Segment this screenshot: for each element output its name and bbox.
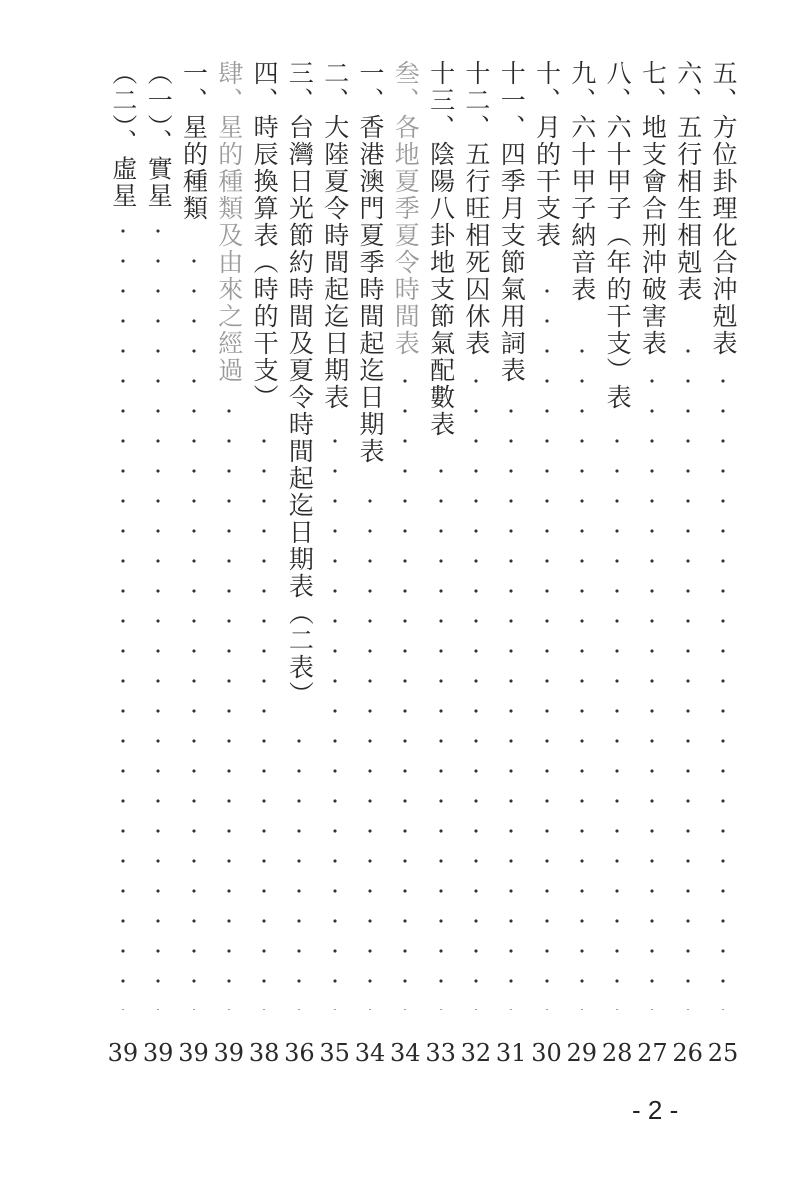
toc-entry-page: 27 [637,1039,668,1067]
toc-entry-page: 25 [707,1039,739,1067]
toc-entry-title: 肆、星的種類及由來之經過 [214,60,244,384]
toc-entry-title: （一）、實星 [144,60,174,210]
toc-entry-page: 39 [142,1039,174,1067]
toc-entry-title: 九、六十甲子納音表 [567,60,597,303]
dot-leader [578,336,586,1010]
toc-entry [493,60,529,1070]
toc-entry-title: 八、六十甲子（年的干支）表 [603,60,633,411]
toc-entry-page: 32 [460,1039,492,1067]
toc-entry [352,60,388,1070]
toc-entry [140,60,176,1070]
toc-entry-title: 一、香港澳門夏季時間起迄日期表 [356,60,385,465]
toc-entry [599,60,635,1070]
toc-entry [423,60,459,1070]
toc-entry-title: 十一、四季月支節氣用詞表 [497,60,527,384]
toc-entry-title: 二、大陸夏令時間起迄日期表 [320,60,350,411]
toc-entry [564,60,600,1070]
toc-entry-page: 28 [601,1039,633,1067]
toc-entry-page: 39 [107,1039,139,1067]
toc-entry-page: 35 [319,1039,350,1067]
dot-leader [190,246,198,1010]
toc-entry [105,60,141,1070]
toc-entry-title: 十、月的干支表 [532,60,562,249]
toc-entry [281,60,317,1070]
toc-entry-page: 34 [390,1039,421,1067]
toc-entry-title: 六、五行相生相剋表 [673,60,703,303]
toc-entry-page: 33 [425,1039,456,1067]
dot-leader [719,366,727,1010]
toc-section-heading [387,60,423,1070]
dot-leader [401,366,409,1010]
toc-entry [176,60,212,1070]
page-number: - 2 - [632,1095,679,1125]
dot-leader [472,366,480,1010]
toc-entry-page: 31 [495,1039,527,1067]
toc-entry-page: 30 [531,1039,562,1067]
toc-entry-title: 十二、五行旺相死囚休表 [461,60,491,357]
toc-entry [529,60,565,1070]
toc-entry-title: 三、台灣日光節約時間及夏令時間起迄日期表（二表） [285,60,315,708]
toc-entry [317,60,353,1070]
dot-leader [119,216,127,1010]
dot-leader [437,456,445,1010]
toc-entry [670,60,706,1070]
dot-leader [154,216,162,1010]
toc-entry-page: 39 [178,1039,209,1067]
toc-entry-title: 一、星的種類 [179,60,209,222]
toc-entry-title: 十三、陰陽八卦地支節氣配數表 [426,60,456,438]
dot-leader [648,366,656,1010]
toc-section-heading [211,60,247,1070]
dot-leader [260,426,268,1010]
toc-entry [705,60,741,1070]
toc-entry-page: 36 [284,1039,315,1067]
dot-leader [507,396,515,1010]
toc-entry [634,60,670,1070]
dot-leader [366,486,374,1010]
toc-entry [246,60,282,1070]
toc-entry-page: 34 [354,1039,386,1067]
dot-leader [225,396,233,1010]
dot-leader [543,276,551,1010]
toc-entry-page: 38 [248,1039,280,1067]
toc-entry-page: 26 [672,1039,703,1067]
dot-leader [295,726,303,1010]
toc-entry-title: 叁、各地夏季夏令時間表 [391,60,421,357]
dot-leader [684,336,692,1010]
toc-entry-page: 39 [213,1039,245,1067]
toc-entry-title: 四、時辰換算表（時的干支） [250,60,280,411]
toc-entry-title: 七、地支會合刑沖破害表 [638,60,668,357]
toc-entry-title: 五、方位卦理化合沖剋表 [709,60,738,357]
toc-entry [458,60,494,1070]
toc-entry-title: （二）、虛星 [108,60,138,210]
toc-entry-page: 29 [566,1039,598,1067]
dot-leader [331,426,339,1010]
dot-leader [613,426,621,1010]
